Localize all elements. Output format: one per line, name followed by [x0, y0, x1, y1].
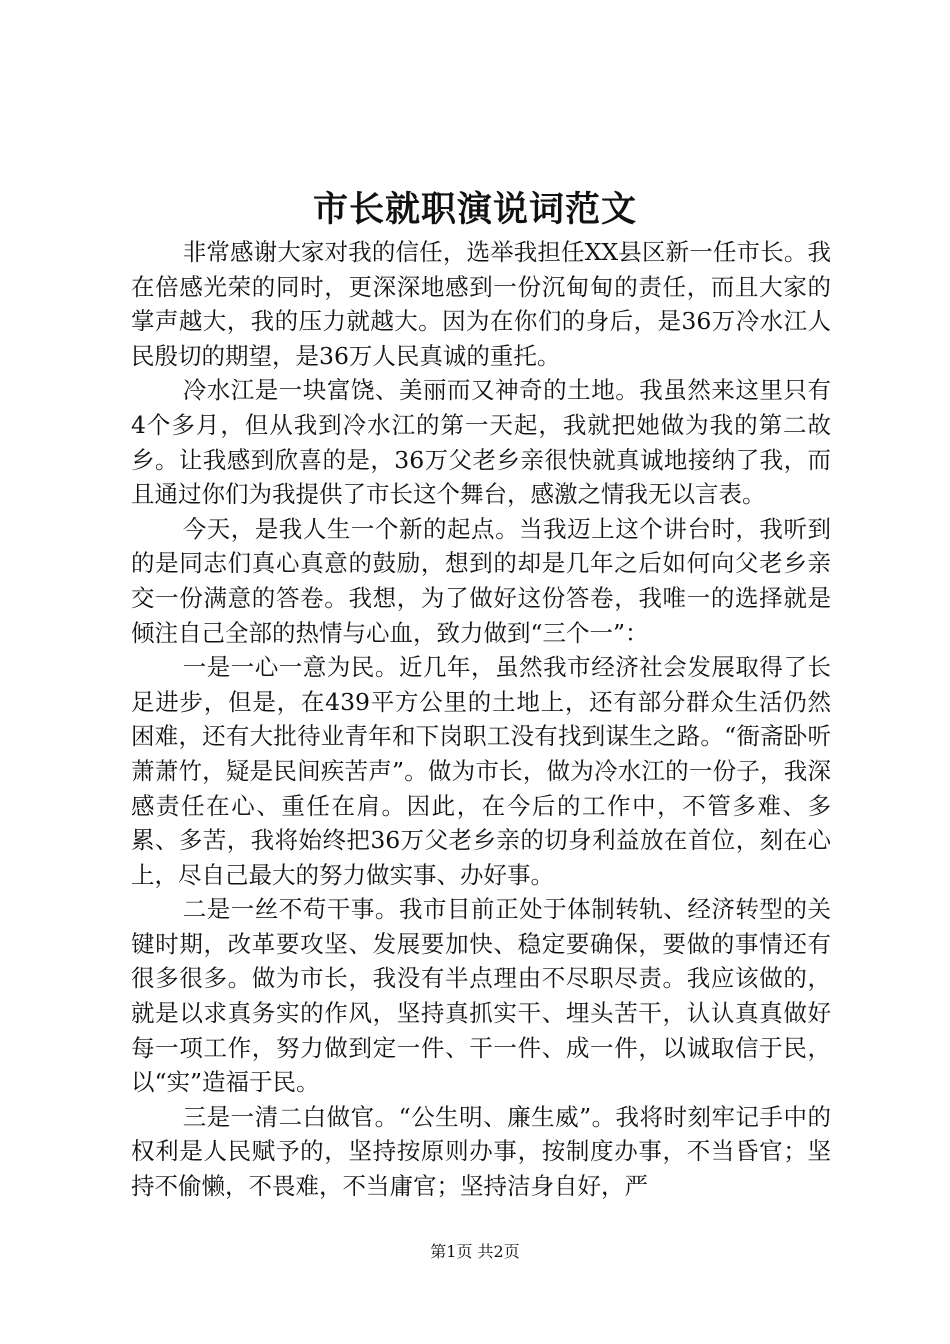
document-body	[131, 235, 831, 1204]
paragraph-5: 二是一丝不苟干事。我市目前正处于体制转轨、经济转型的关键时期，改革要攻坚、发展要加快、稳定要确保，要做的事情还有很多很多。做为市长，我没有半点理由不尽职尽责。我应该做的，就是以求真务实的作风，坚持真抓实干、埋头苦干，认认真真做好每一项工作，努力做到定一件、干一件、成一件，以诚取信于民，以“实”造福于民。	[131, 895, 831, 1097]
paragraph-6: 三是一清二白做官。“公生明、廉生威”。我将时刻牢记手中的权利是人民赋予的，坚持按原则办事，按制度办事，不当昏官；坚持不偷懒，不畏难，不当庸官；坚持洁身自好，严	[131, 1102, 831, 1201]
paragraph-2: 冷水江是一块富饶、美丽而又神奇的土地。我虽然来这里只有4个多月，但从我到冷水江的第一天起，我就把她做为我的第二故乡。让我感到欣喜的是，36万父老乡亲很快就真诚地接纳了我，而且通过你们为我提供了市长这个舞台，感激之情我无以言表。	[131, 376, 831, 509]
paragraph-3: 今天，是我人生一个新的起点。当我迈上这个讲台时，我听到的是同志们真心真意的鼓励，想到的却是几年之后如何向父老乡亲交一份满意的答卷。我想，为了做好这份答卷，我唯一的选择就是倾注自己全部的热情与心血，致力做到“三个一”：	[131, 514, 831, 647]
paragraph-1: 非常感谢大家对我的信任，选举我担任XX县区新一任市长。我在倍感光荣的同时，更深深地感到一份沉甸甸的责任，而且大家的掌声越大，我的压力就越大。因为在你们的身后，是36万冷水江人民殷切的期望，是36万人民真诚的重托。	[131, 238, 831, 370]
document-title: 市长就职演说词范文	[312, 189, 637, 230]
page-number-footer: 第1页 共2页	[430, 1242, 520, 1261]
paragraph-4: 一是一心一意为民。近几年，虽然我市经济社会发展取得了长足进步，但是，在439平方公里的土地上，还有部分群众生活仍然困难，还有大批待业青年和下岗职工没有找到谋生之路。“衙斋卧听萧萧竹，疑是民间疾苦声”。做为市长，做为冷水江的一份子，我深感责任在心、重任在肩。因此，在今后的工作中，不管多难、多累、多苦，我将始终把36万父老乡亲的切身利益放在首位，刻在心上，尽自己最大的努力做实事、办好事。	[131, 653, 831, 889]
